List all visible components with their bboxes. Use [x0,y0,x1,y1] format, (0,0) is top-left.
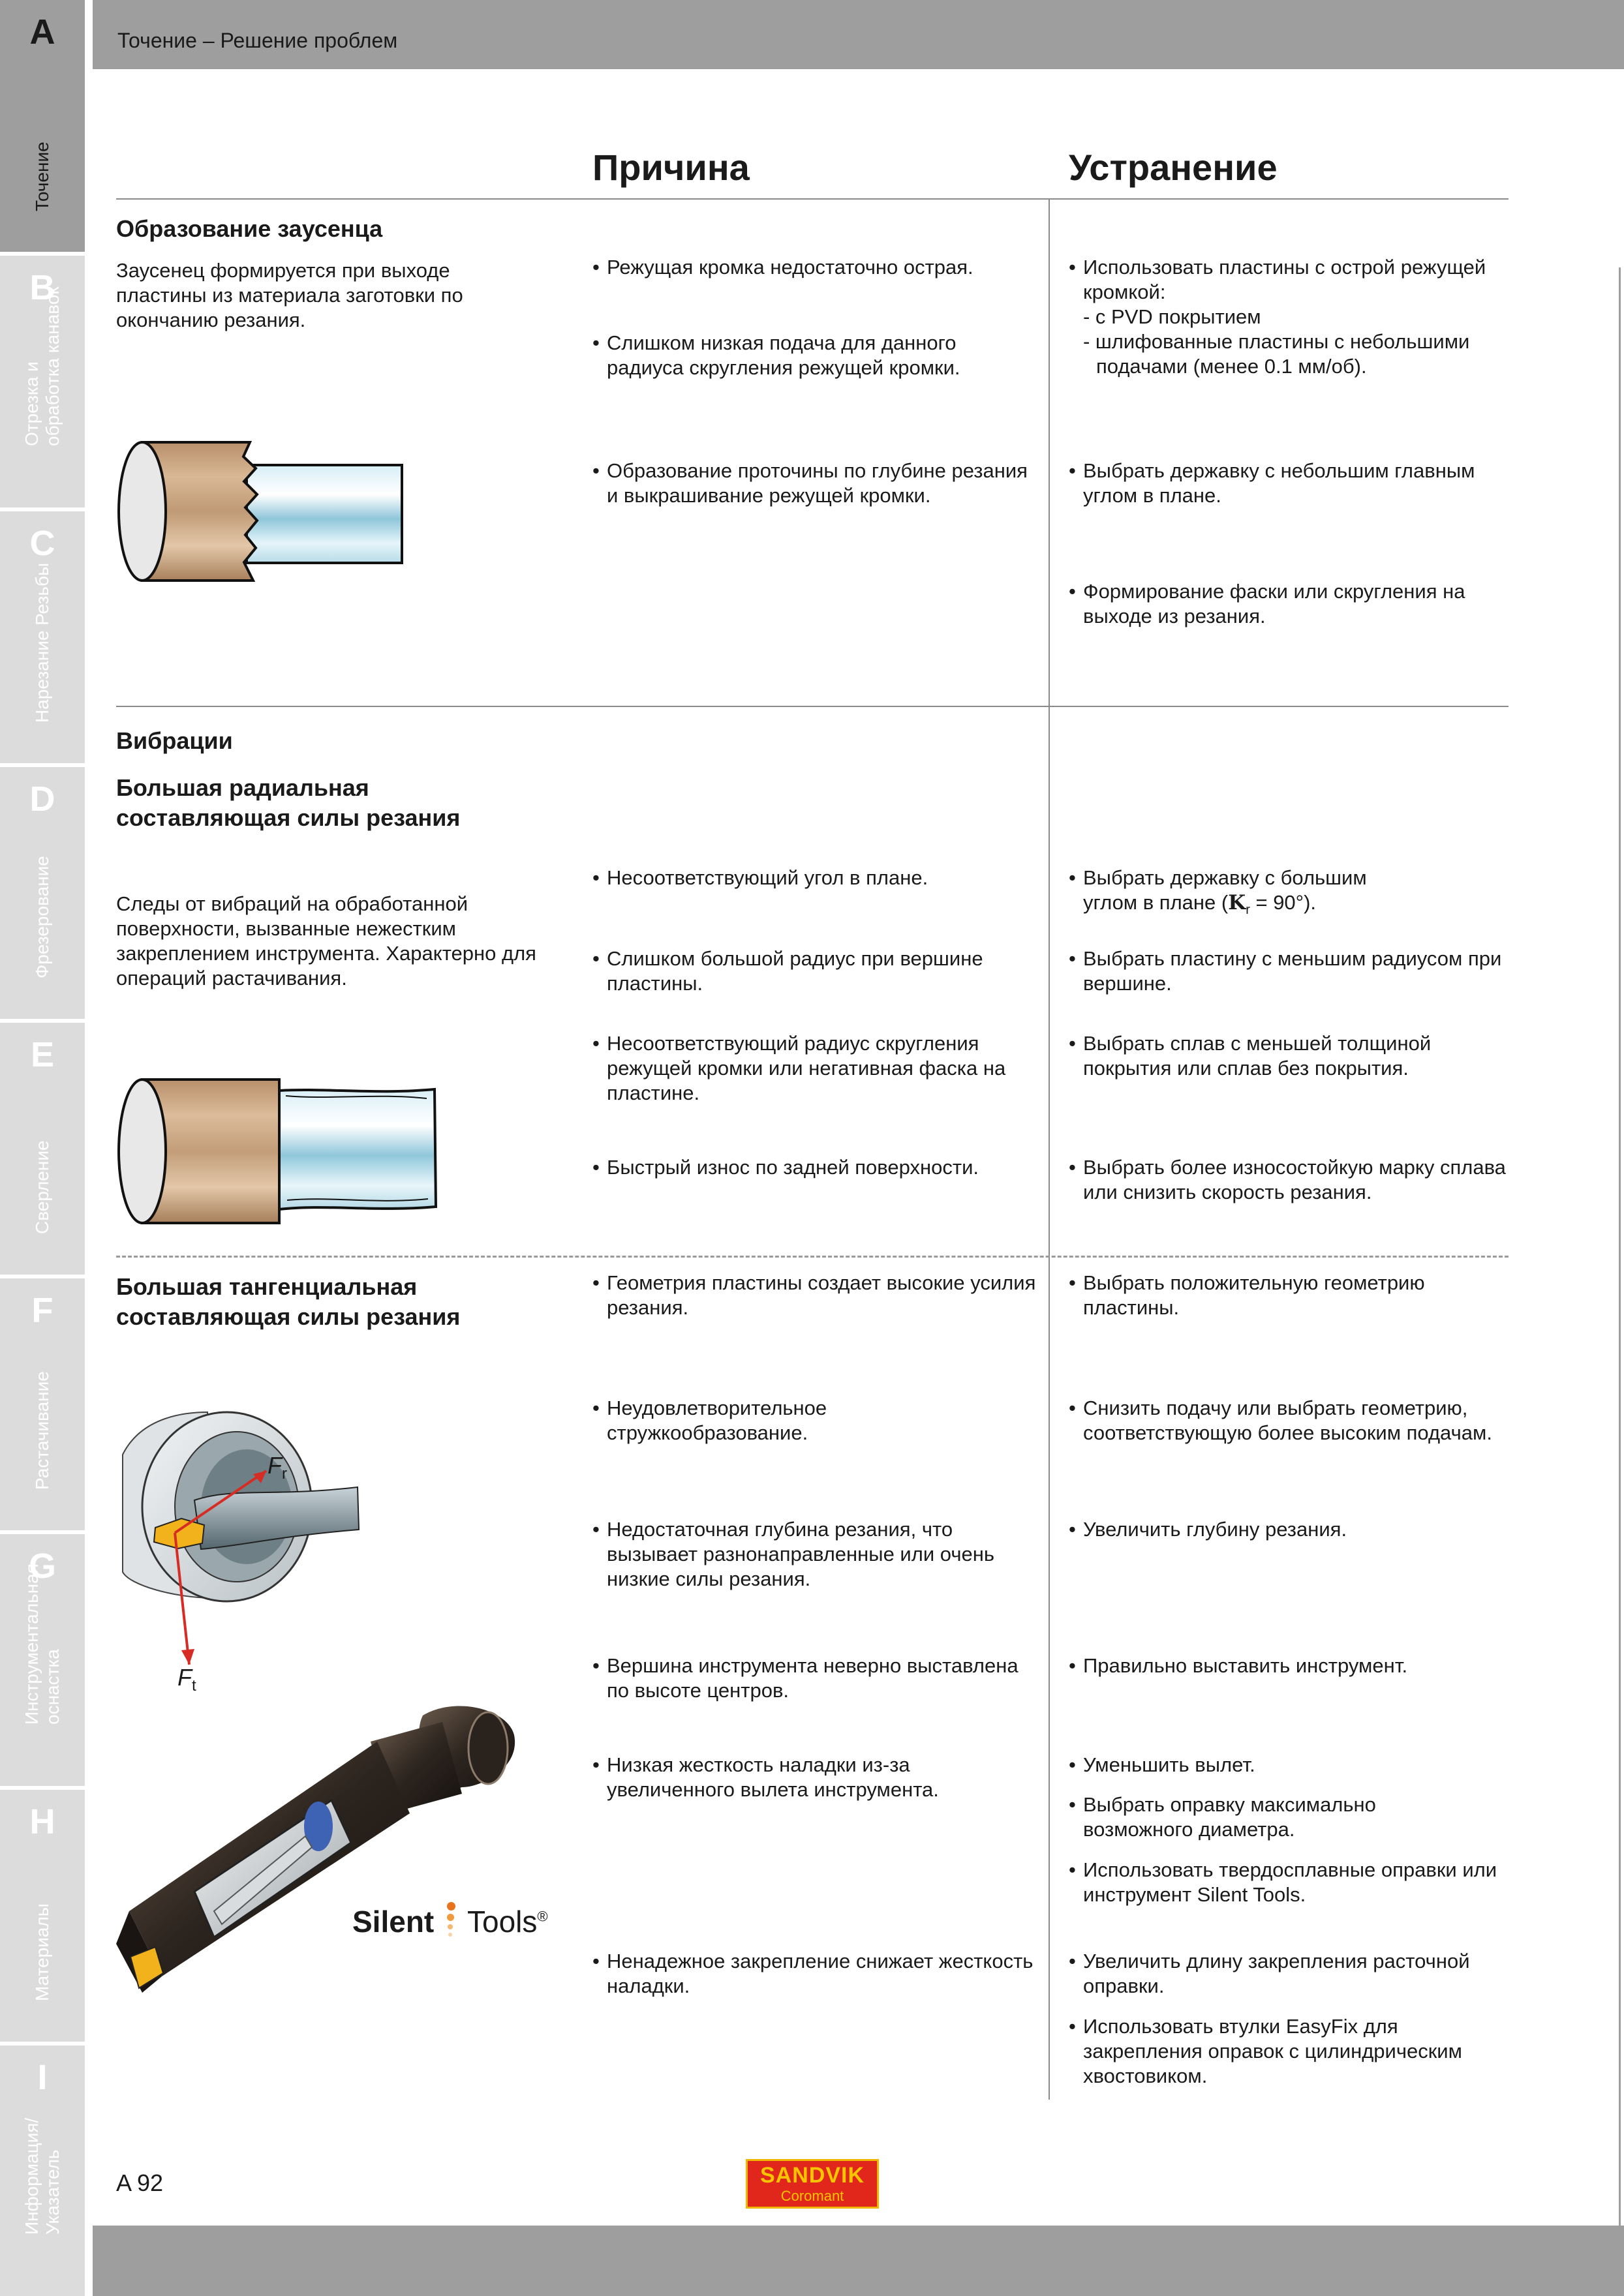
page-title: Точение – Решение проблем [117,29,398,52]
remedy-line [1083,890,1512,922]
tab-letter: D [29,779,55,819]
force-ft-sub: t [192,1677,196,1695]
tab-label: Материалы [32,1903,52,2001]
tangential-cause-5: • Низкая жесткость наладки из-за увеличенного вылета инструмента. [592,1753,1036,1802]
side-tabs [0,0,85,2296]
vibration-remedy-1 [1069,866,1512,922]
tab-f-boring[interactable] [0,1278,85,1534]
tab-label: Отрезка и обработка канавок [22,286,63,446]
tangential-title: Большая тангенциальная составляющая силы резания [116,1273,461,1330]
force-ft-letter: F [177,1664,192,1691]
vibration-remedy-2: • Выбрать пластину с меньшим радиусом при вершине. [1069,946,1512,996]
tab-letter: H [29,1802,55,1841]
header-bar [93,0,1624,69]
kappa-symbol: K [1228,891,1246,914]
logo-bottom: Coromant [780,2188,844,2204]
tab-letter: A [29,12,55,52]
vibration-remedy-4: • Выбрать более износостойкую марку сплава или снизить скорость резания. [1069,1155,1512,1205]
vibration-description: Следы от вибраций на обработанной поверхности, вызванные нежестким закреплением инструмента. Характерно для операций растачивания. [116,892,536,989]
remedy-line: подачами (менее 0.1 мм/об). [1096,355,1367,378]
force-ft-label [177,1665,196,1699]
boring-force-illustration [116,1409,377,1696]
tangential-remedy-8: • Увеличить длину закрепления расточной оправки. [1069,1949,1512,1999]
burr-remedy-1 [1069,255,1512,379]
tangential-cause-1: • Геометрия пластины создает высокие усилия резания. [592,1271,1036,1320]
heading-divider [116,198,1509,200]
burr-cause-2: • Слишком низкая подача для данного радиуса скругления режущей кромки. [592,331,1036,380]
remedy-line: • Использовать пластины с острой режущей кромкой: [1083,256,1486,303]
remedy-text: углом в плане ( [1083,891,1229,914]
tab-letter: E [30,1035,55,1074]
tangential-remedy-4: • Правильно выставить инструмент. [1069,1654,1512,1678]
tangential-cause-4: • Вершина инструмента неверно выставлена по высоте центров. [592,1654,1036,1703]
tab-label: Точение [32,142,52,211]
subsection-dashed-divider [116,1256,1509,1258]
tab-label: Сверление [32,1140,52,1234]
tab-letter: G [28,1547,56,1586]
remedy-line: • Выбрать державку с большим [1083,866,1367,889]
tab-b-parting[interactable] [0,256,85,511]
vibration-cause-4: • Быстрый износ по задней поверхности. [592,1155,1036,1180]
tangential-cause-6: • Ненадежное закрепление снижает жесткость наладки. [592,1949,1036,1999]
burr-remedy-3: • Формирование фаски или скругления на выходе из резания. [1069,579,1512,629]
burr-cause-3: • Образование проточины по глубине резания и выкрашивание режущей кромки. [592,459,1036,508]
tab-label: Нарезание Резьбы [32,562,52,723]
vibration-cause-3: • Несоответствующий радиус скругления режущей кромки или негативная фаска на пластине. [592,1031,1036,1106]
tangential-remedy-2: • Снизить подачу или выбрать геометрию, соответствующую более высоким подачам. [1069,1396,1512,1445]
tab-d-milling[interactable] [0,767,85,1023]
tab-g-tooling[interactable] [0,1534,85,1790]
burr-illustration [116,430,410,594]
tab-e-drilling[interactable] [0,1023,85,1278]
tab-h-materials[interactable] [0,1790,85,2046]
force-fr-sub: r [282,1465,287,1483]
vibration-illustration [116,1070,442,1226]
burr-cause-1: • Режущая кромка недостаточно острая. [592,255,1036,280]
force-fr-label [268,1453,287,1487]
tangential-remedy-1: • Выбрать положительную геометрию пластины. [1069,1271,1499,1320]
force-fr-letter: F [268,1452,282,1479]
tab-letter: F [31,1291,54,1330]
tangential-remedy-6: • Выбрать оправку максимально возможного диаметра. [1069,1792,1460,1842]
tangential-remedy-5: • Уменьшить вылет. [1069,1753,1512,1777]
tangential-cause-2: • Неудовлетворительное стружкообразование. [592,1396,958,1445]
tab-label: Фрезерование [32,856,52,978]
remedy-line: - шлифованные пластины с небольшими [1083,330,1470,353]
sandvik-coromant-logo [746,2159,879,2209]
silent-word: Silent [352,1905,435,1939]
column-divider [1049,198,1050,2100]
tab-i-info[interactable] [0,2046,85,2296]
footer-bar [93,2226,1624,2296]
tab-letter: B [29,268,55,307]
vibration-remedy-3: • Выбрать сплав с меньшей толщиной покрытия или сплав без покрытия. [1069,1031,1512,1081]
page-number: A 92 [116,2169,164,2196]
tangential-cause-3: • Недостаточная глубина резания, что вызывает разнонаправленные или очень низкие силы резания. [592,1517,1036,1592]
tab-label: Информация/ Указатель [22,2117,63,2235]
tangential-remedy-9: • Использовать втулки EasyFix для закрепления оправок с цилиндрическим хвостовиком. [1069,2014,1512,2089]
burr-description: Заусенец формируется при выходе пластины из материала заготовки по окончанию резания. [116,259,463,331]
remedy-heading: Устранение [1069,147,1278,188]
logo-top: SANDVIK [759,2163,865,2188]
vibration-subtitle: Большая радиальная составляющая силы резания [116,774,461,831]
vibration-title: Вибрации [116,727,233,754]
tab-letter: C [29,524,55,563]
vibration-cause-1: • Несоответствующий угол в плане. [592,866,1036,890]
tangential-remedy-3: • Увеличить глубину резания. [1069,1517,1512,1542]
tools-word: Tools [467,1905,538,1939]
registered-mark: ® [537,1908,548,1925]
right-edge-line [1619,267,1621,2226]
tab-c-threading[interactable] [0,511,85,767]
silent-tools-dots-icon [445,1902,457,1941]
kappa-value: = 90°). [1249,891,1317,914]
vibration-cause-2: • Слишком большой радиус при вершине пластины. [592,946,1036,996]
silent-tools-bar-illustration [116,1696,534,1996]
section-divider [116,706,1509,707]
tab-label: Растачивание [32,1371,52,1490]
tab-label: Инструментальная оснастка [22,1563,63,1725]
silent-tools-logo [352,1902,548,1941]
cause-heading: Причина [592,147,750,188]
burr-title: Образование заусенца [116,215,383,242]
burr-remedy-2: • Выбрать державку с небольшим главным углом в плане. [1069,459,1512,508]
kappa-subscript: r [1246,903,1250,918]
tab-letter: I [37,2058,48,2097]
tangential-remedy-7: • Использовать твердосплавные оправки или инструмент Silent Tools. [1069,1858,1512,1907]
tab-a-turning[interactable] [0,0,85,256]
remedy-line: - с PVD покрытием [1083,305,1261,328]
